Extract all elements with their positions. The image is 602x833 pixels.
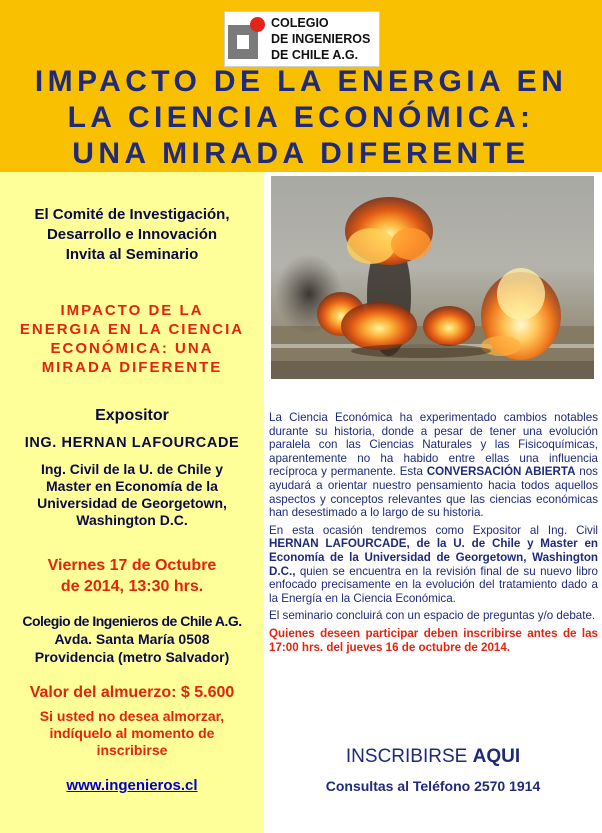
seminar-title	[0, 301, 264, 377]
explosions-illustration	[271, 176, 594, 379]
lunch-note	[0, 708, 264, 759]
credentials-line: Universidad de Georgetown,	[37, 495, 227, 511]
paragraph-text: quien se encuentra en la revisión final de su nuevo libro enfocado precisamente en la evolución del tratamiento dado a la Energía en la Ciencia Económica.	[269, 564, 598, 605]
main-title-line: IMPACTO DE LA ENERGIA EN	[34, 65, 568, 98]
speaker-name: ING. HERNAN LAFOURCADE	[24, 435, 240, 451]
logo-line: DE INGENIEROS	[271, 32, 371, 46]
credentials-line: Master en Economía de la	[46, 478, 218, 494]
colegio-logo	[224, 11, 380, 67]
contact-phone: Consultas al Teléfono 2570 1914	[325, 778, 541, 794]
lunch-price: Valor del almuerzo: $ 5.600	[29, 684, 235, 701]
logo-text	[271, 15, 379, 63]
paragraph-text: En esta ocasión tendremos como Expositor al Ing. Civil	[269, 523, 598, 537]
main-title	[0, 64, 602, 172]
paragraph-bold: CONVERSACIÓN ABIERTA	[426, 465, 576, 479]
registration-notice: Quienes deseen participar deben inscribirse antes de las 17:00 hrs. del jueves 16 de octubre de 2014.	[269, 626, 598, 654]
lunch-note-line: inscribirse	[96, 742, 168, 758]
lunch-note-line: Si usted no desea almorzar,	[39, 708, 225, 724]
logo-line: DE CHILE A.G.	[271, 48, 359, 62]
seminar-title-line: ECONÓMICA: UNA	[50, 340, 214, 357]
venue-line: Avda. Santa María 0508	[54, 631, 210, 647]
description-text	[269, 411, 598, 658]
expositor-label: Expositor	[95, 407, 169, 424]
right-column	[264, 172, 602, 833]
event-venue	[0, 612, 264, 666]
committee-line: El Comité de Investigación,	[34, 206, 230, 223]
logo-line: COLEGIO	[271, 16, 329, 30]
datetime-line: de 2014, 13:30 hrs.	[60, 578, 204, 595]
lunch-note-line: indíquelo al momento de	[49, 725, 215, 741]
fireball	[341, 302, 417, 350]
left-column	[0, 172, 264, 833]
event-datetime	[0, 555, 264, 597]
explosions-photo	[271, 176, 594, 379]
description-paragraph	[269, 411, 598, 520]
fireball	[423, 306, 475, 346]
venue-line: Colegio de Ingenieros de Chile A.G.	[22, 613, 242, 629]
committee-invitation	[0, 205, 264, 265]
description-paragraph	[269, 524, 598, 606]
committee-line: Invita al Seminario	[65, 246, 199, 263]
main-title-line: LA CIENCIA ECONÓMICA:	[67, 101, 535, 134]
credentials-line: Washington D.C.	[76, 512, 188, 528]
register-label: INSCRIBIRSE	[345, 746, 473, 767]
seminar-title-line: ENERGIA EN LA CIENCIA	[19, 321, 245, 338]
register-cta	[264, 746, 602, 768]
paragraph-text: La Ciencia Económica ha experimentado cambios notables durante su historia, donde a pesar de tener una evolución paralela con las Ciencias Naturales y las Fisicoquímicas, aparentemente no ha habido entre ellas una influencia recíproca y permanente. Esta	[269, 411, 598, 479]
datetime-line: Viernes 17 de Octubre	[47, 557, 217, 574]
main-title-line: UNA MIRADA DIFERENTE	[72, 137, 530, 170]
speaker-credentials	[0, 461, 264, 529]
description-paragraph: El seminario concluirá con un espacio de preguntas y/o debate.	[269, 609, 596, 623]
seminar-title-line: MIRADA DIFERENTE	[41, 359, 223, 376]
header-banner	[0, 0, 602, 172]
paragraph-bold: HERNAN LAFOURCADE, de la U. de Chile y Master en Economía de la Universidad de Georgetown, Washington D.C.,	[269, 537, 598, 578]
paragraph-text: nos ayudará a orientar nuestro pensamiento hacia todos aquellos aspectos y conceptos relevantes que las ciencias económicas han desestimado a lo largo de su historia.	[269, 465, 598, 520]
credentials-line: Ing. Civil de la U. de Chile y	[40, 461, 224, 477]
seminar-title-line: IMPACTO DE LA	[60, 302, 204, 319]
committee-line: Desarrollo e Innovación	[46, 226, 218, 243]
register-link[interactable]: AQUI	[472, 746, 521, 767]
website-link[interactable]: www.ingenieros.cl	[66, 777, 198, 794]
logo-mark-icon	[228, 17, 266, 61]
venue-line: Providencia (metro Salvador)	[34, 649, 230, 665]
